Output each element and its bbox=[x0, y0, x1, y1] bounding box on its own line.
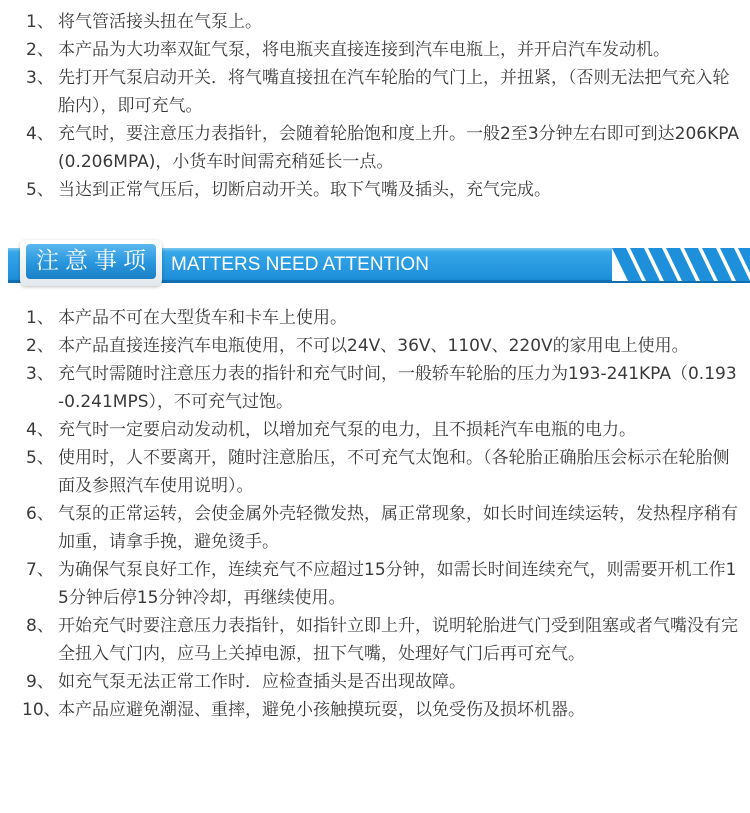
item-number: 1、 bbox=[26, 12, 54, 32]
item-text: 气泵的正常运转，会使金属外壳轻微发热，属正常现象，如长时间连续运转，发热程序稍有加重，请拿手挽，避免烫手。 bbox=[58, 504, 738, 552]
item-text: 使用时，人不要离开，随时注意胎压，不可充气太饱和。（各轮胎正确胎压会标示在轮胎侧面及参照汽车使用说明）。 bbox=[58, 448, 730, 496]
item-number: 3、 bbox=[26, 364, 54, 384]
list-item bbox=[0, 556, 750, 612]
stripes-icon bbox=[612, 248, 750, 281]
item-number: 3、 bbox=[26, 68, 54, 88]
item-text: 当达到正常气压后，切断启动开关。取下气嘴及插头，充气完成。 bbox=[58, 180, 551, 200]
item-number: 9、 bbox=[26, 672, 54, 692]
item-text: 将气管活接头扭在气泵上。 bbox=[58, 12, 262, 32]
item-number: 7、 bbox=[26, 560, 54, 580]
list-item bbox=[0, 668, 750, 696]
list-item bbox=[0, 444, 750, 500]
item-number: 6、 bbox=[26, 504, 54, 524]
item-number: 2、 bbox=[26, 40, 54, 60]
item-number: 10、 bbox=[22, 700, 61, 720]
item-text: 充气时一定要启动发动机，以增加充气泵的电力，且不损耗汽车电瓶的电力。 bbox=[58, 420, 636, 440]
item-number: 5、 bbox=[26, 180, 54, 200]
list-item bbox=[0, 416, 750, 444]
item-number: 8、 bbox=[26, 616, 54, 636]
banner-title-cn: 注意事项 bbox=[26, 244, 156, 279]
list-item bbox=[0, 64, 750, 120]
list-item bbox=[0, 500, 750, 556]
item-text: 如充气泵无法正常工作时．应检查插头是否出现故障。 bbox=[58, 672, 466, 692]
list-item bbox=[0, 696, 750, 724]
list-item bbox=[0, 304, 750, 332]
item-number: 4、 bbox=[26, 420, 54, 440]
stripes-decoration bbox=[612, 248, 750, 281]
item-text: 本产品直接连接汽车电瓶使用，不可以24V、36V、110V、220V的家用电上使用。 bbox=[58, 336, 689, 356]
item-text: 本产品不可在大型货车和卡车上使用。 bbox=[58, 308, 347, 328]
item-text: 本产品应避免潮湿、重摔，避免小孩触摸玩耍，以免受伤及损坏机器。 bbox=[58, 700, 585, 720]
item-text: 充气时，要注意压力表指针，会随着轮胎饱和度上升。一般2至3分钟左右即可到达206KPA(0.206MPA)，小货车时间需充稍延长一点。 bbox=[58, 124, 740, 172]
list-item bbox=[0, 8, 750, 36]
usage-steps-list bbox=[0, 8, 750, 204]
item-number: 1、 bbox=[26, 308, 54, 328]
attention-notes-list bbox=[0, 304, 750, 724]
item-text: 先打开气泵启动开关．将气嘴直接扭在汽车轮胎的气门上，并扭紧，（否则无法把气充入轮胎内），即可充气。 bbox=[58, 68, 730, 116]
item-number: 2、 bbox=[26, 336, 54, 356]
list-item bbox=[0, 36, 750, 64]
item-text: 充气时需随时注意压力表的指针和充气时间，一般轿车轮胎的压力为193-241KPA（0.193-0.241MPS），不可充气过饱。 bbox=[58, 364, 737, 412]
item-number: 5、 bbox=[26, 448, 54, 468]
item-text: 开始充气时要注意压力表指针，如指针立即上升，说明轮胎进气门受到阻塞或者气嘴没有完全扭入气门内，应马上关掉电源，扭下气嘴，处理好气门后再可充气。 bbox=[58, 616, 738, 664]
item-text: 本产品为大功率双缸气泵，将电瓶夹直接连接到汽车电瓶上，并开启汽车发动机。 bbox=[58, 40, 670, 60]
list-item bbox=[0, 120, 750, 176]
list-item bbox=[0, 332, 750, 360]
list-item bbox=[0, 176, 750, 204]
item-text: 为确保气泵良好工作，连续充气不应超过15分钟，如需长时间连续充气，则需要开机工作15分钟后停15分钟冷却，再继续使用。 bbox=[58, 560, 737, 608]
section-banner bbox=[0, 240, 750, 286]
item-number: 4、 bbox=[26, 124, 54, 144]
list-item bbox=[0, 360, 750, 416]
list-item bbox=[0, 612, 750, 668]
banner-title-en: MATTERS NEED ATTENTION bbox=[171, 254, 429, 275]
